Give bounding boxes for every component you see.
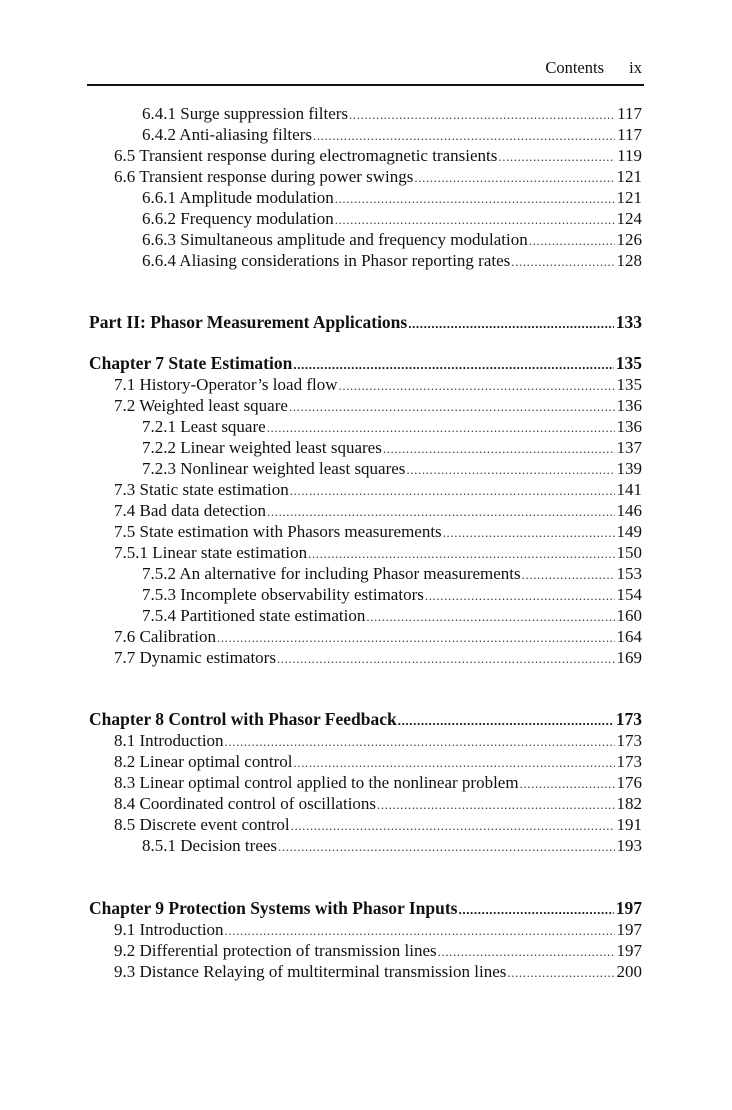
- toc-entry-title: 7.2.3 Nonlinear weighted least squares: [142, 459, 406, 478]
- dot-leader: [498, 146, 615, 166]
- toc-entry-page: 141: [616, 480, 642, 499]
- toc-entry-page: 197: [616, 920, 642, 939]
- dot-leader: [398, 710, 614, 730]
- toc-entry[interactable]: [114, 626, 642, 647]
- toc-entry[interactable]: [114, 751, 642, 772]
- toc-heading-entry[interactable]: [89, 353, 642, 374]
- toc-entry-page: 182: [616, 794, 642, 813]
- toc-entry-title: 7.1 History-Operator’s load flow: [114, 375, 338, 394]
- dot-leader: [338, 375, 614, 395]
- toc-entry-title: 7.5.3 Incomplete observability estimators: [142, 585, 424, 604]
- toc-entry-title: 7.6 Calibration: [114, 627, 216, 646]
- dot-leader: [383, 438, 615, 458]
- toc-entry-page: 200: [616, 962, 642, 981]
- toc-entry[interactable]: [142, 605, 642, 626]
- toc-entry[interactable]: [114, 500, 642, 521]
- dot-leader: [291, 815, 615, 835]
- toc-entry-title: 7.5.2 An alternative for including Phasor measurements: [142, 564, 521, 583]
- dot-leader: [377, 794, 614, 814]
- toc-entry-title: 7.7 Dynamic estimators: [114, 648, 276, 667]
- dot-leader: [293, 354, 613, 374]
- dot-leader: [225, 920, 615, 940]
- dot-leader: [278, 836, 614, 856]
- toc-entry-title: 8.5 Discrete event control: [114, 815, 290, 834]
- toc-entry-title: 9.1 Introduction: [114, 920, 224, 939]
- dot-leader: [520, 773, 615, 793]
- toc-entry-page: 137: [616, 438, 642, 457]
- toc-entry[interactable]: [114, 814, 642, 835]
- toc-entry-title: 7.4 Bad data detection: [114, 501, 267, 520]
- toc-entry[interactable]: [142, 229, 642, 250]
- toc-entry-page: 121: [616, 188, 642, 207]
- dot-leader: [267, 417, 615, 437]
- toc-entry-title: 8.2 Linear optimal control: [114, 752, 293, 771]
- toc-entry-page: 193: [616, 836, 642, 855]
- toc-entry[interactable]: [142, 416, 642, 437]
- toc-entry-title: 6.6 Transient response during power swings: [114, 167, 414, 186]
- toc-entry-title: 6.5 Transient response during electromagnetic transients: [114, 146, 498, 165]
- dot-leader: [293, 752, 614, 772]
- toc-entry-title: 8.1 Introduction: [114, 731, 224, 750]
- toc-entry-page: 197: [615, 898, 642, 918]
- toc-entry[interactable]: [114, 374, 642, 395]
- dot-leader: [425, 585, 615, 605]
- toc-entry-title: 7.5.1 Linear state estimation: [114, 543, 308, 562]
- toc-entry-page: 117: [617, 125, 642, 144]
- dot-leader: [225, 731, 615, 751]
- toc-entry-page: 126: [616, 230, 642, 249]
- toc-entry-page: 191: [616, 815, 642, 834]
- toc-entry-page: 173: [616, 731, 642, 750]
- toc-entry[interactable]: [114, 145, 642, 166]
- dot-leader: [290, 480, 615, 500]
- dot-leader: [408, 313, 614, 333]
- toc-entry-title: Chapter 9 Protection Systems with Phasor Inputs: [89, 898, 458, 918]
- dot-leader: [522, 564, 615, 584]
- toc-entry[interactable]: [114, 793, 642, 814]
- toc-entry-page: 135: [615, 353, 642, 373]
- toc-entry[interactable]: [114, 647, 642, 668]
- header-rule: [87, 84, 644, 86]
- toc-entry-page: 117: [617, 104, 642, 123]
- toc-entry-title: 6.6.3 Simultaneous amplitude and frequency modulation: [142, 230, 528, 249]
- toc-entry-title: 7.2.2 Linear weighted least squares: [142, 438, 382, 457]
- dot-leader: [443, 522, 615, 542]
- toc-entry-page: 136: [616, 396, 642, 415]
- toc-entry[interactable]: [114, 479, 642, 500]
- dot-leader: [414, 167, 614, 187]
- dot-leader: [529, 230, 615, 250]
- toc-entry[interactable]: [114, 961, 642, 982]
- toc-entry-title: 8.3 Linear optimal control applied to the nonlinear problem: [114, 773, 519, 792]
- toc-entry[interactable]: [114, 730, 642, 751]
- toc-entry-title: 6.6.4 Aliasing considerations in Phasor reporting rates: [142, 251, 511, 270]
- dot-leader: [366, 606, 614, 626]
- toc-entry-title: 6.6.2 Frequency modulation: [142, 209, 334, 228]
- toc-entry-page: 146: [616, 501, 642, 520]
- toc-entry-page: 133: [615, 312, 642, 332]
- toc-entry-page: 153: [616, 564, 642, 583]
- toc-entry[interactable]: [142, 563, 642, 584]
- toc-entry[interactable]: [114, 542, 642, 563]
- toc-entry-title: 6.4.2 Anti-aliasing filters: [142, 125, 312, 144]
- toc-entry[interactable]: [114, 166, 642, 187]
- dot-leader: [459, 899, 614, 919]
- toc-entry-title: 6.4.1 Surge suppression filters: [142, 104, 349, 123]
- toc-entry-page: 169: [616, 648, 642, 667]
- toc-entry-page: 173: [616, 752, 642, 771]
- dot-leader: [308, 543, 614, 563]
- toc-entry[interactable]: [142, 208, 642, 229]
- toc-entry[interactable]: [142, 835, 642, 856]
- toc-entry[interactable]: [142, 458, 642, 479]
- toc-entry-title: 7.5.4 Partitioned state estimation: [142, 606, 366, 625]
- dot-leader: [267, 501, 614, 521]
- toc-entry[interactable]: [114, 772, 642, 793]
- toc-entry-page: 197: [616, 941, 642, 960]
- dot-leader: [289, 396, 615, 416]
- toc-entry-page: 149: [616, 522, 642, 541]
- toc-entry-title: Chapter 8 Control with Phasor Feedback: [89, 709, 397, 729]
- dot-leader: [335, 188, 615, 208]
- toc-entry-title: 7.2.1 Least square: [142, 417, 266, 436]
- page-number: ix: [629, 58, 642, 77]
- toc-entry[interactable]: [142, 437, 642, 458]
- toc-entry[interactable]: [142, 187, 642, 208]
- toc-heading-entry[interactable]: [89, 709, 642, 730]
- toc-entry-page: 135: [616, 375, 642, 394]
- toc-entry[interactable]: [142, 584, 642, 605]
- dot-leader: [349, 104, 615, 124]
- dot-leader: [438, 941, 615, 961]
- dot-leader: [217, 627, 615, 647]
- toc-entry-title: 7.5 State estimation with Phasors measurements: [114, 522, 442, 541]
- toc-entry-page: 128: [616, 251, 642, 270]
- toc-entry[interactable]: [114, 919, 642, 940]
- toc-entry-title: 9.2 Differential protection of transmission lines: [114, 941, 437, 960]
- dot-leader: [511, 251, 614, 271]
- toc-entry[interactable]: [114, 395, 642, 416]
- dot-leader: [507, 962, 614, 982]
- toc-entry-title: Chapter 7 State Estimation: [89, 353, 293, 373]
- toc-entry-page: 121: [616, 167, 642, 186]
- toc-entry-title: 7.3 Static state estimation: [114, 480, 289, 499]
- dot-leader: [406, 459, 614, 479]
- toc-entry[interactable]: [114, 940, 642, 961]
- toc-entry-page: 154: [616, 585, 642, 604]
- dot-leader: [277, 648, 615, 668]
- running-title: Contents: [545, 58, 604, 77]
- toc-entry-page: 164: [616, 627, 642, 646]
- running-header: [87, 58, 644, 78]
- toc-entry[interactable]: [142, 250, 642, 271]
- toc-entry-page: 176: [616, 773, 642, 792]
- toc-entry-page: 150: [616, 543, 642, 562]
- dot-leader: [335, 209, 615, 229]
- toc-entry-page: 119: [617, 146, 642, 165]
- dot-leader: [313, 125, 615, 145]
- toc-entry-page: 160: [616, 606, 642, 625]
- toc-entry-title: 8.4 Coordinated control of oscillations: [114, 794, 377, 813]
- toc-entry[interactable]: [142, 124, 642, 145]
- toc-heading-entry[interactable]: [89, 312, 642, 333]
- toc-entry-title: 6.6.1 Amplitude modulation: [142, 188, 334, 207]
- toc-entry-page: 139: [616, 459, 642, 478]
- toc-entry-page: 136: [616, 417, 642, 436]
- toc-entry-page: 124: [616, 209, 642, 228]
- toc-entry-title: 9.3 Distance Relaying of multiterminal transmission lines: [114, 962, 507, 981]
- toc-entry-title: Part II: Phasor Measurement Applications: [89, 312, 408, 332]
- toc-entry-title: 7.2 Weighted least square: [114, 396, 288, 415]
- toc-entry[interactable]: [142, 103, 642, 124]
- toc-heading-entry[interactable]: [89, 898, 642, 919]
- toc-entry[interactable]: [114, 521, 642, 542]
- toc-entry-page: 173: [615, 709, 642, 729]
- toc-entry-title: 8.5.1 Decision trees: [142, 836, 278, 855]
